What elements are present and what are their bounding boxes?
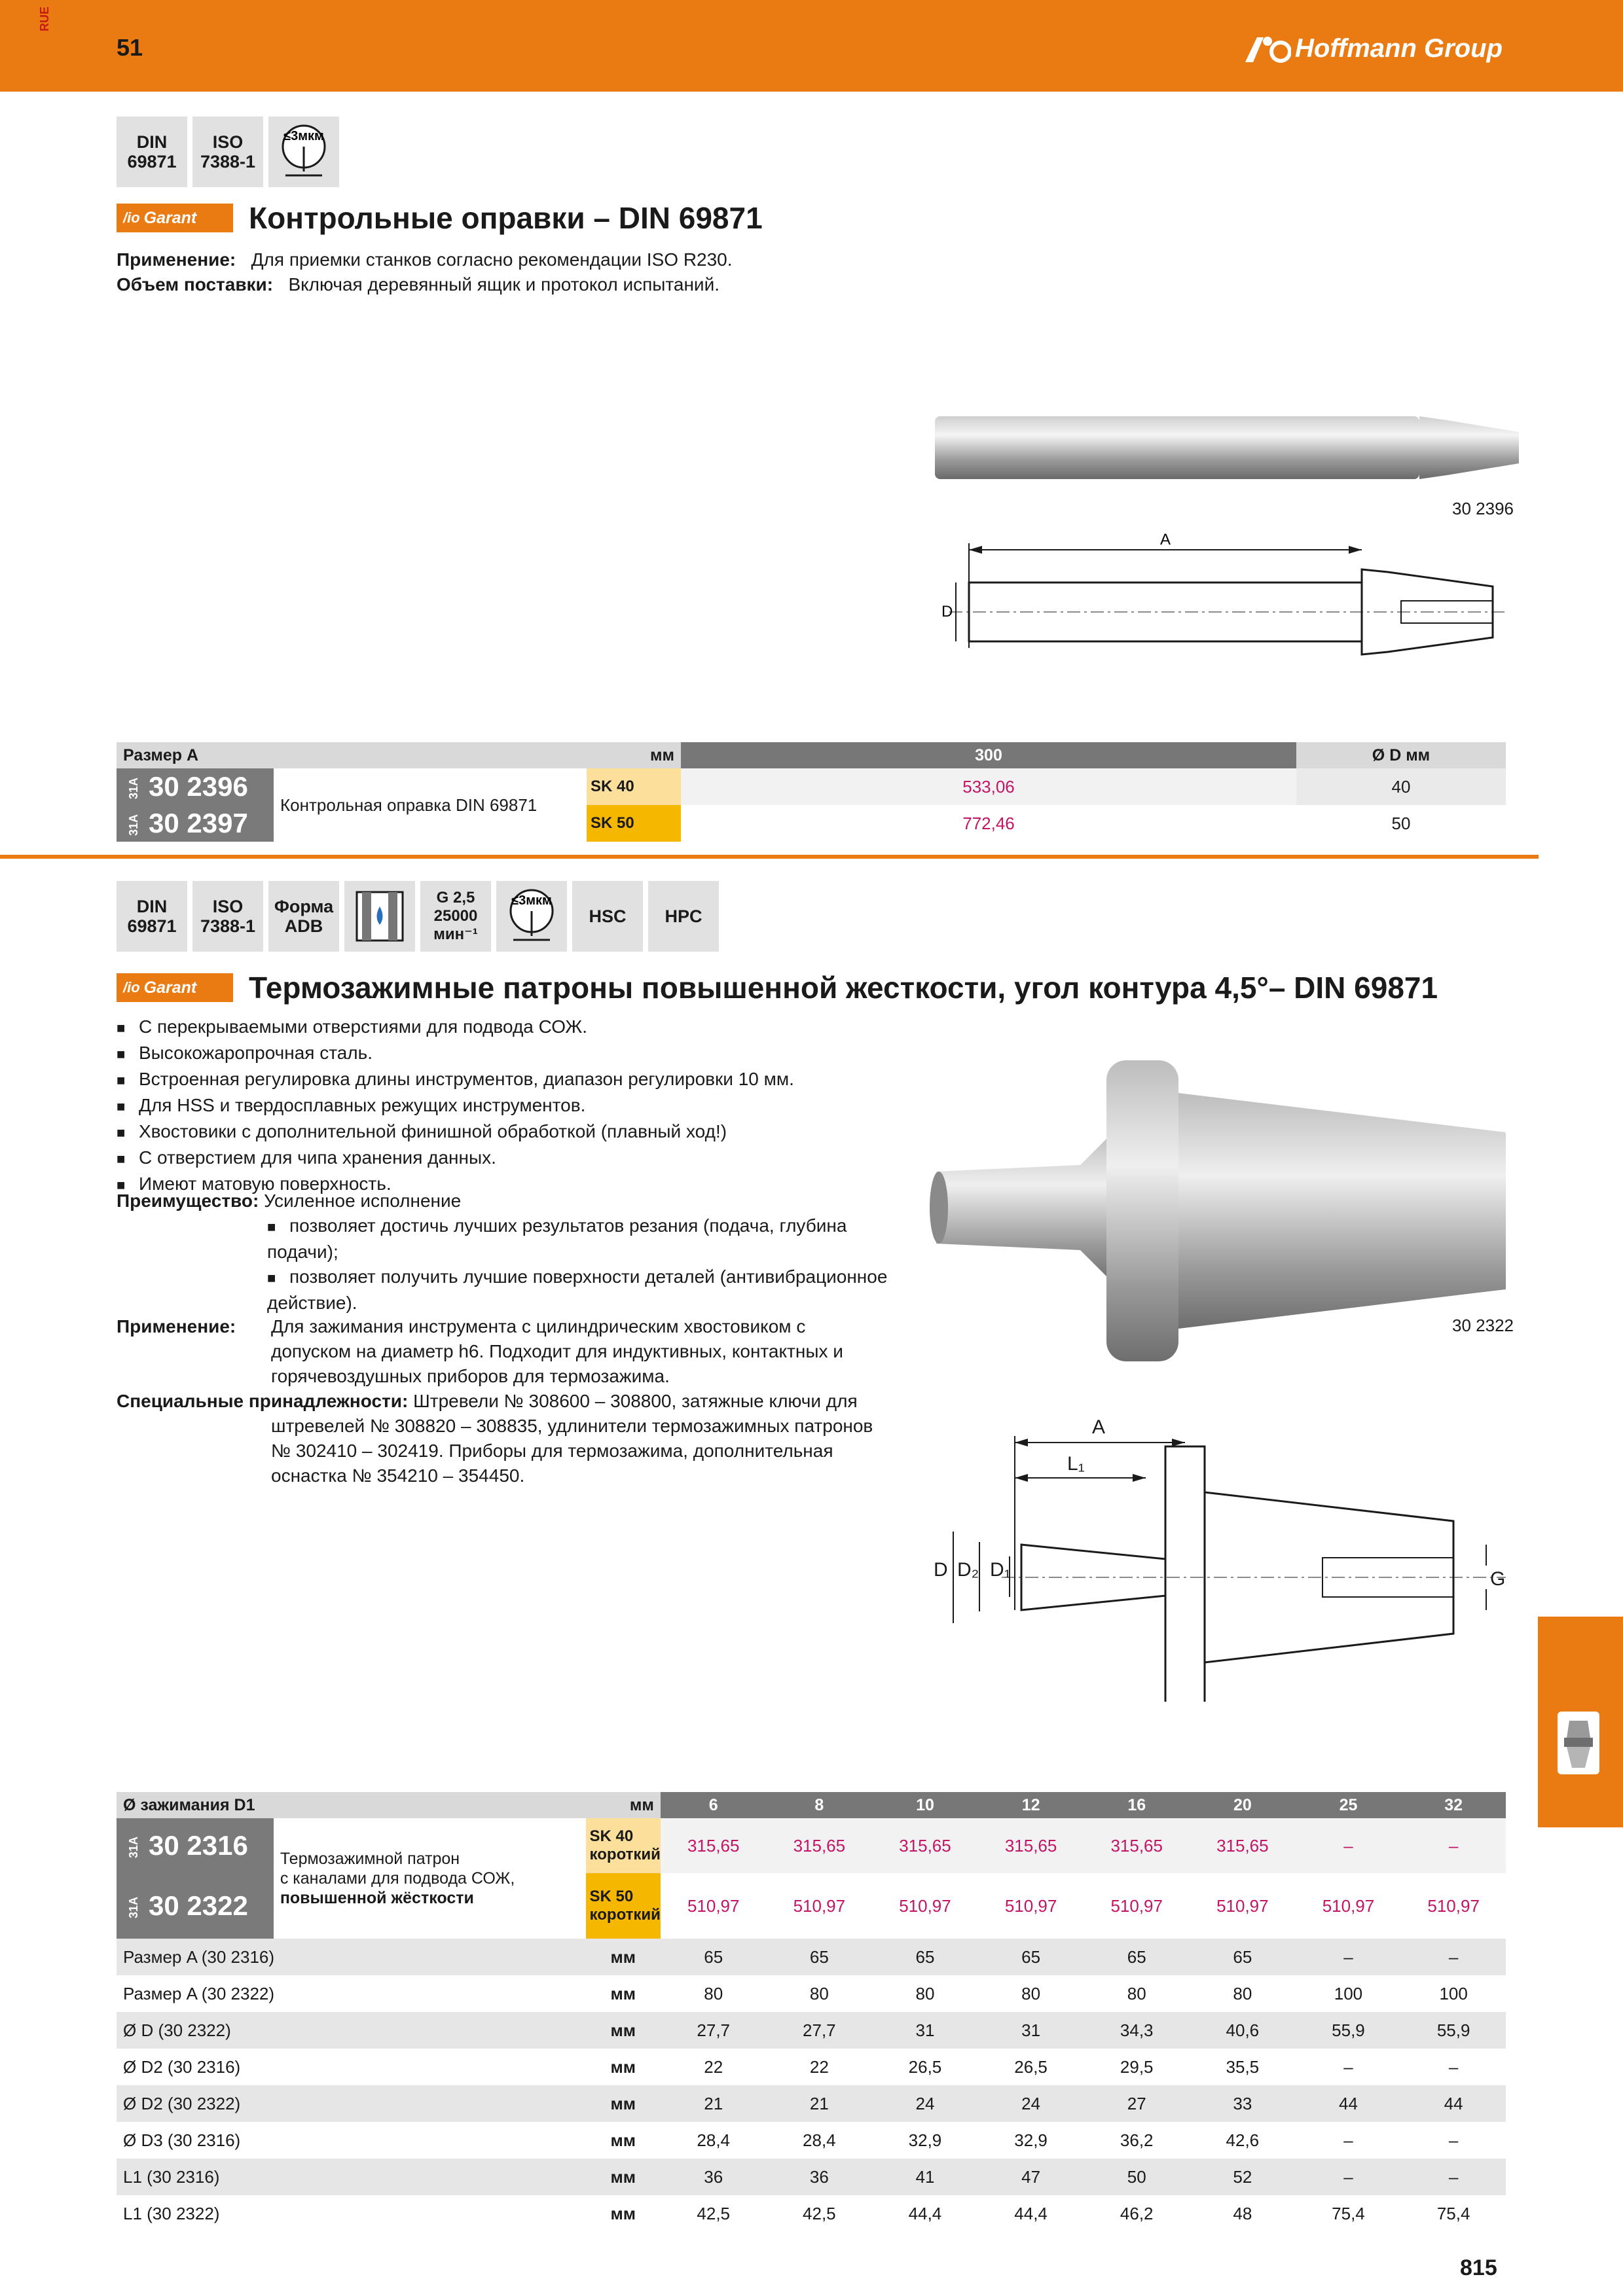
spec-unit: мм <box>586 2012 661 2049</box>
spec-cell: 31 <box>978 2012 1084 2049</box>
table-row <box>117 1818 1506 1873</box>
application-text: Для приемки станков согласно рекомендации ISO R230. <box>251 249 733 270</box>
spec-cell: 65 <box>872 1939 978 1975</box>
spec-cell: 36,2 <box>1084 2122 1190 2159</box>
table-row <box>117 2049 1506 2085</box>
spec-cell: 48 <box>1190 2195 1296 2232</box>
spec-label: Размер A (30 2322) <box>117 1975 586 2012</box>
mandrel-table <box>117 742 1506 842</box>
column-header: 10 <box>872 1792 978 1818</box>
spec-cell: 42,5 <box>661 2195 767 2232</box>
column-header: 16 <box>1084 1792 1190 1818</box>
garant-badge: /io Garant <box>117 973 233 1002</box>
spec-cell: 21 <box>767 2085 873 2122</box>
price-cell: 510,97 <box>1401 1873 1506 1939</box>
spec-cell: 75,4 <box>1296 2195 1402 2232</box>
spec-cell: – <box>1296 2049 1402 2085</box>
spec-cell: 27,7 <box>767 2012 873 2049</box>
list-item: ■ позволяет получить лучшие поверхности деталей (антивибрационное действие). <box>267 1265 922 1316</box>
spec-label: L1 (30 2316) <box>117 2159 586 2195</box>
table-row <box>117 2012 1506 2049</box>
spec-cell: 80 <box>978 1975 1084 2012</box>
price-cell: 315,65 <box>978 1818 1084 1873</box>
page-number: 815 <box>1460 2255 1497 2280</box>
spec-cell: – <box>1401 2049 1506 2085</box>
chuck-photo-article: 30 2322 <box>1452 1316 1514 1335</box>
spec-cell: 42,6 <box>1190 2122 1296 2159</box>
spec-cell: 75,4 <box>1401 2195 1506 2232</box>
spec-cell: 24 <box>978 2085 1084 2122</box>
accessories-line: Штревели № 308600 – 308800, затяжные ключи для <box>413 1391 858 1411</box>
brand-name: Hoffmann Group <box>1295 34 1503 63</box>
list-item: ■ С перекрываемыми отверстиями для подвода СОЖ. <box>117 1014 794 1041</box>
accessories-line: № 302410 – 302419. Приборы для термозажима, дополнительная <box>271 1441 833 1461</box>
application-line: горячевоздушных приборов для термозажима. <box>271 1366 670 1386</box>
table-header <box>117 1792 1506 1818</box>
spec-cell: 27 <box>1084 2085 1190 2122</box>
chuck-photo <box>930 1034 1519 1388</box>
badge-form: Форма ADB <box>268 881 339 952</box>
badge-hpc: HPC <box>648 881 719 952</box>
table-row <box>117 2122 1506 2159</box>
list-item: ■ позволяет достичь лучших результатов резания (подача, глубина подачи); <box>267 1213 922 1265</box>
list-item: ■ С отверстием для чипа хранения данных. <box>117 1145 794 1172</box>
spec-unit: мм <box>586 1975 661 2012</box>
advantage-label: Преимущество: <box>117 1191 259 1211</box>
application-block <box>117 1314 928 1488</box>
spec-cell: 34,3 <box>1084 2012 1190 2049</box>
feature-list <box>117 1014 794 1198</box>
price-cell: 315,65 <box>661 1818 767 1873</box>
d-cell: 50 <box>1296 805 1506 842</box>
column-header: 8 <box>767 1792 873 1818</box>
spec-cell: 46,2 <box>1084 2195 1190 2232</box>
list-item: ■ Хвостовики с дополнительной финишной обработкой (плавный ход!) <box>117 1119 794 1145</box>
spec-cell: – <box>1401 2122 1506 2159</box>
spec-cell: 27,7 <box>661 2012 767 2049</box>
header-label: Размер A <box>117 742 587 768</box>
brand-logo <box>1244 34 1503 63</box>
application-label: Применение: <box>117 249 236 270</box>
header-unit: мм <box>586 1792 661 1818</box>
spec-cell: 22 <box>661 2049 767 2085</box>
chuck-table <box>117 1792 1506 2232</box>
spec-label: Ø D2 (30 2322) <box>117 2085 586 2122</box>
list-item: ■ Имеют матовую поверхность. <box>117 1172 794 1198</box>
garant-logo-icon: /io <box>123 209 140 226</box>
badge-runout <box>496 881 567 952</box>
table-row <box>117 2085 1506 2122</box>
application-label: Применение: <box>117 1316 236 1336</box>
spec-cell: 29,5 <box>1084 2049 1190 2085</box>
badge-iso: ISO 7388-1 <box>192 117 263 187</box>
spec-unit: мм <box>586 2049 661 2085</box>
spec-cell: 52 <box>1190 2159 1296 2195</box>
price-cell: 315,65 <box>872 1818 978 1873</box>
advantage-block <box>117 1189 928 1316</box>
header-unit: мм <box>587 742 681 768</box>
price-cell: 315,65 <box>1084 1818 1190 1873</box>
badge-din: DIN 69871 <box>117 881 187 952</box>
section1-description <box>117 247 733 297</box>
spec-label: Ø D (30 2322) <box>117 2012 586 2049</box>
spec-unit: мм <box>586 2159 661 2195</box>
spec-cell: 31 <box>872 2012 978 2049</box>
application-line: допуском на диаметр h6. Подходит для индуктивных, контактных и <box>271 1341 843 1361</box>
spec-label: L1 (30 2322) <box>117 2195 586 2232</box>
badge-coolant <box>344 881 415 952</box>
spec-cell: 26,5 <box>872 2049 978 2085</box>
spec-cell: 100 <box>1401 1975 1506 2012</box>
accessories-line: оснастка № 354210 – 354450. <box>271 1465 525 1486</box>
section2-heading: Термозажимные патроны повышенной жесткости, угол контура 4,5°– DIN 69871 <box>249 971 1438 1005</box>
badge-runout <box>268 117 339 187</box>
spec-cell: 47 <box>978 2159 1084 2195</box>
table-row <box>117 2195 1506 2232</box>
spec-cell: 65 <box>1190 1939 1296 1975</box>
dim-a-label: A <box>1091 1416 1106 1438</box>
advantage-text: Усиленное исполнение <box>264 1191 462 1211</box>
accessories-label: Специальные принадлежности: <box>117 1391 409 1411</box>
spec-cell: 80 <box>767 1975 873 2012</box>
article-number: 31A 30 2322 <box>117 1873 274 1939</box>
table-row <box>117 1939 1506 1975</box>
garant-badge: /io Garant <box>117 204 233 232</box>
spec-cell: 65 <box>661 1939 767 1975</box>
column-header: 32 <box>1401 1792 1506 1818</box>
spec-cell: 80 <box>872 1975 978 2012</box>
column-header: 12 <box>978 1792 1084 1818</box>
spec-unit: мм <box>586 2085 661 2122</box>
price-cell: 510,97 <box>872 1873 978 1939</box>
spec-cell: 55,9 <box>1401 2012 1506 2049</box>
mandrel-photo <box>930 406 1519 491</box>
coolant-icon <box>350 887 409 946</box>
price-cell: – <box>1401 1818 1506 1873</box>
taper-label: SK 40 короткий <box>586 1818 661 1873</box>
dim-d2-label: D₂ <box>957 1559 979 1581</box>
article-number: 31A 30 2396 <box>117 768 274 805</box>
taper-label: SK 50 короткий <box>586 1873 661 1939</box>
spec-cell: 41 <box>872 2159 978 2195</box>
chuck-drawing <box>930 1414 1519 1702</box>
delivery-label: Объем поставки: <box>117 274 274 295</box>
mandrel-photo-article: 30 2396 <box>1452 499 1514 518</box>
spec-cell: 40,6 <box>1190 2012 1296 2049</box>
badge-iso: ISO 7388-1 <box>192 881 263 952</box>
spec-cell: 26,5 <box>978 2049 1084 2085</box>
price-cell: 510,97 <box>767 1873 873 1939</box>
price-cell: 772,46 <box>681 805 1296 842</box>
tool-holder-icon <box>1558 1712 1599 1774</box>
spec-cell: 35,5 <box>1190 2049 1296 2085</box>
dim-d-label: D <box>934 1559 948 1581</box>
svg-text:≤3мкм: ≤3мкм <box>283 129 324 143</box>
svg-text:≤3мкм: ≤3мкм <box>511 893 552 908</box>
taper-label: SK 40 <box>587 768 681 805</box>
price-cell: 315,65 <box>1190 1818 1296 1873</box>
spec-label: Ø D2 (30 2316) <box>117 2049 586 2085</box>
section1-heading: Контрольные оправки – DIN 69871 <box>249 201 763 235</box>
runout-gauge-icon <box>272 120 335 183</box>
spec-cell: 36 <box>767 2159 873 2195</box>
accessories-line: штревелей № 308820 – 308835, удлинители термозажимных патронов <box>271 1416 873 1436</box>
spec-label: Ø D3 (30 2316) <box>117 2122 586 2159</box>
list-item: ■ Высокожаропрочная сталь. <box>117 1041 794 1067</box>
price-cell: 510,97 <box>1084 1873 1190 1939</box>
price-cell: 510,97 <box>978 1873 1084 1939</box>
table-row <box>117 768 1506 805</box>
dim-l1-label: L₁ <box>1067 1453 1085 1475</box>
spec-cell: 80 <box>661 1975 767 2012</box>
column-header: 25 <box>1296 1792 1402 1818</box>
spec-cell: 28,4 <box>767 2122 873 2159</box>
spec-cell: 100 <box>1296 1975 1402 2012</box>
dim-d1-label: D₁ <box>990 1559 1011 1581</box>
section-number: 51 <box>117 34 143 61</box>
price-cell: 510,97 <box>1190 1873 1296 1939</box>
section1-title <box>117 200 763 236</box>
spec-cell: – <box>1401 2159 1506 2195</box>
dim-a-label: A <box>1159 531 1171 548</box>
spec-cell: 65 <box>767 1939 873 1975</box>
table-header <box>117 742 1506 768</box>
runout-gauge-icon <box>500 885 563 948</box>
spec-label: Размер A (30 2316) <box>117 1939 586 1975</box>
table-row <box>117 2159 1506 2195</box>
dim-g-label: G <box>1490 1568 1506 1590</box>
column-header: 6 <box>661 1792 767 1818</box>
d-cell: 40 <box>1296 768 1506 805</box>
column-header: 20 <box>1190 1792 1296 1818</box>
spec-cell: 32,9 <box>978 2122 1084 2159</box>
mandrel-drawing <box>930 530 1519 661</box>
spec-cell: 32,9 <box>872 2122 978 2159</box>
spec-unit: мм <box>586 1939 661 1975</box>
advantage-list <box>267 1213 922 1316</box>
spec-cell: 24 <box>872 2085 978 2122</box>
price-cell: – <box>1296 1818 1402 1873</box>
list-item: ■ Встроенная регулировка длины инструментов, диапазон регулировки 10 мм. <box>117 1067 794 1093</box>
spec-cell: 55,9 <box>1296 2012 1402 2049</box>
spec-rows <box>117 1939 1506 2232</box>
header-value: 300 <box>681 742 1296 768</box>
spec-cell: 44,4 <box>978 2195 1084 2232</box>
application-line: Для зажимания инструмента с цилиндрическим хвостовиком с <box>271 1316 806 1336</box>
spec-cell: 65 <box>1084 1939 1190 1975</box>
spec-cell: 44 <box>1296 2085 1402 2122</box>
hoffmann-logo-icon <box>1244 35 1291 63</box>
delivery-text: Включая деревянный ящик и протокол испытаний. <box>288 274 720 295</box>
product-description: Термозажимной патрон с каналами для подвода СОЖ, повышенной жёсткости <box>274 1818 586 1939</box>
spec-cell: 44,4 <box>872 2195 978 2232</box>
spec-cell: – <box>1296 1939 1402 1975</box>
section-divider <box>0 855 1539 859</box>
list-item: ■ Для HSS и твердосплавных режущих инструментов. <box>117 1093 794 1119</box>
section2-title <box>117 970 1438 1005</box>
spec-cell: 42,5 <box>767 2195 873 2232</box>
price-cell: 510,97 <box>1296 1873 1402 1939</box>
header-label: Ø зажимания D1 <box>117 1792 586 1818</box>
spec-cell: 22 <box>767 2049 873 2085</box>
spec-cell: 44 <box>1401 2085 1506 2122</box>
header-right: Ø D мм <box>1296 742 1506 768</box>
spec-cell: 36 <box>661 2159 767 2195</box>
price-cell: 533,06 <box>681 768 1296 805</box>
spec-cell: – <box>1296 2159 1402 2195</box>
spec-cell: – <box>1296 2122 1402 2159</box>
spec-cell: 21 <box>661 2085 767 2122</box>
spec-cell: 80 <box>1084 1975 1190 2012</box>
badge-hsc: HSC <box>572 881 643 952</box>
spec-cell: 33 <box>1190 2085 1296 2122</box>
taper-label: SK 50 <box>587 805 681 842</box>
spec-cell: 80 <box>1190 1975 1296 2012</box>
spec-cell: – <box>1401 1939 1506 1975</box>
table-row <box>117 1975 1506 2012</box>
badge-din: DIN 69871 <box>117 117 187 187</box>
spec-unit: мм <box>586 2122 661 2159</box>
spec-cell: 50 <box>1084 2159 1190 2195</box>
spec-cell: 28,4 <box>661 2122 767 2159</box>
article-number: 31A 30 2397 <box>117 805 274 842</box>
garant-logo-icon: /io <box>123 979 140 996</box>
spec-unit: мм <box>586 2195 661 2232</box>
price-cell: 510,97 <box>661 1873 767 1939</box>
badge-balance: G 2,5 25000 мин⁻¹ <box>420 881 491 952</box>
article-number: 31A 30 2316 <box>117 1818 274 1873</box>
language-tag: RUE <box>38 6 51 31</box>
spec-cell: 65 <box>978 1939 1084 1975</box>
price-cell: 315,65 <box>767 1818 873 1873</box>
section2-badges <box>117 881 719 952</box>
product-description: Контрольная оправка DIN 69871 <box>274 768 587 842</box>
section1-badges <box>117 117 339 187</box>
dim-d-label: D <box>941 603 953 620</box>
